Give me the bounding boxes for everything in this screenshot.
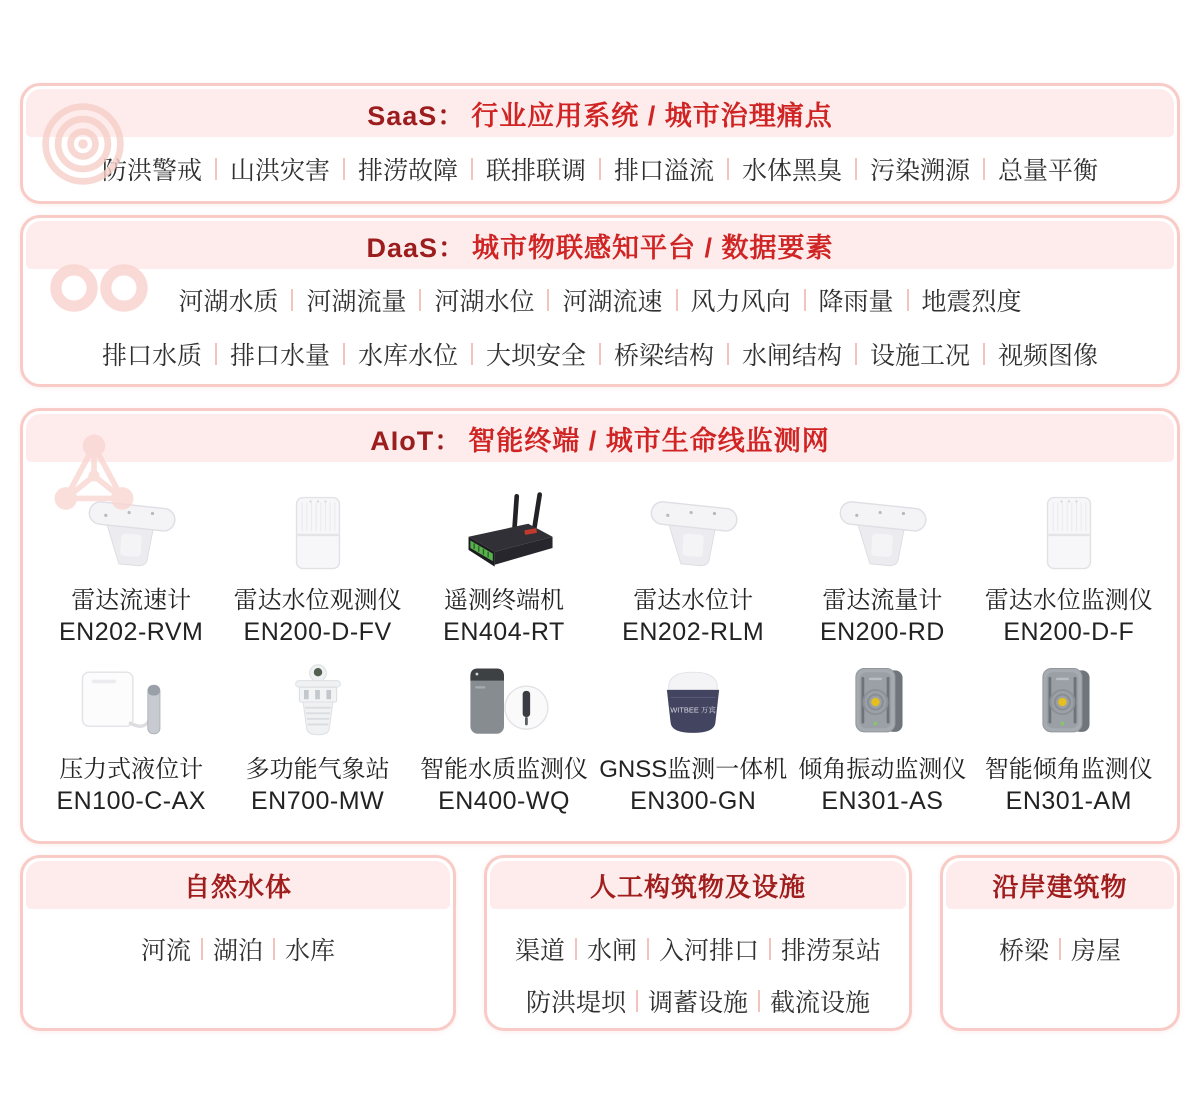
device-name: GNSS监测一体机 [599,756,788,783]
item-label: 地震烈度 [921,287,1022,316]
separator [471,343,473,365]
item-label: 山洪灾害 [229,157,330,185]
daas-title [366,226,833,265]
device-card [40,661,222,816]
telemetry-router-icon [413,492,595,576]
item-label: 水库水位 [357,341,458,370]
device-card [791,661,973,816]
separator [547,289,549,311]
device-name: 智能水质监测仪 [419,756,588,783]
item-label: 河湖流量 [306,287,407,316]
device-name: 雷达水位观测仪 [233,587,402,614]
device-model: EN200-RD [819,618,945,646]
item-label: 水闸结构 [742,341,843,370]
structures-item-row-1 [515,931,881,967]
item-label: 桥梁 [998,937,1049,965]
device-name: 压力式液位计 [59,756,204,783]
saas-panel [20,83,1180,204]
item-label: 水闸 [586,937,637,965]
separator [769,938,771,960]
separator [599,343,601,365]
item-label: 渠道 [514,937,565,965]
daas-item-row-2 [102,336,1098,372]
radar-sensor-icon [791,492,973,576]
white-box-sensor-icon [226,492,408,576]
riverside-buildings-items [946,909,1174,967]
item-label: 防洪堤坝 [525,989,626,1017]
daas-panel [20,215,1180,387]
item-label: 排涝泵站 [781,937,882,965]
separator [983,158,985,180]
item-label: 河湖水位 [434,287,535,316]
structures-header-band [490,861,906,909]
separator [647,938,649,960]
item-label: 河流 [140,937,191,965]
device-card [978,492,1160,647]
device-model: EN400-WQ [438,787,570,815]
separator [575,938,577,960]
aiot-title-main: 智能终端 / 城市生命线监测网 [468,425,830,456]
device-name: 倾角振动监测仪 [798,756,967,783]
device-card [599,492,787,647]
device-model: EN100-C-AX [56,787,206,815]
separator [273,938,275,960]
aiot-title [370,419,830,458]
separator [599,158,601,180]
device-model: EN301-AM [1005,787,1132,815]
natural-water-panel [20,855,456,1031]
separator [343,343,345,365]
device-model: EN200-D-FV [243,618,392,646]
tilt-vibration-sensor-icon [791,661,973,745]
device-name: 雷达水位监测仪 [984,587,1153,614]
item-label: 河湖流速 [562,287,663,316]
device-model: EN700-MW [250,787,385,815]
white-box-sensor-icon [978,492,1160,576]
separator [471,158,473,180]
separator [1059,938,1061,960]
item-label: 排涝故障 [357,157,458,185]
separator [636,990,638,1012]
item-label: 排口水量 [229,341,330,370]
item-label: 防洪警戒 [101,157,202,185]
riverside-buildings-title: 沿岸建筑物 [992,871,1128,902]
separator [215,158,217,180]
item-label: 设施工况 [870,341,971,370]
saas-title-prefix: SaaS： [367,100,466,131]
device-model: EN301-AS [821,787,944,815]
separator [291,289,293,311]
item-label: 视频图像 [998,341,1099,370]
separator [201,938,203,960]
saas-title-main: 行业应用系统 / 城市治理痛点 [471,100,833,131]
device-card [791,492,973,647]
item-label: 房屋 [1071,937,1122,965]
aiot-panel [20,408,1180,844]
item-label: 风力风向 [690,287,791,316]
daas-title-prefix: DaaS： [366,232,467,263]
device-model: EN200-D-F [1003,618,1135,646]
device-card [226,661,408,816]
device-name: 多功能气象站 [245,756,390,783]
item-label: 入河排口 [659,937,760,965]
natural-water-header-band [26,861,450,909]
device-card [226,492,408,647]
natural-water-title: 自然水体 [183,871,292,902]
daas-header-band [26,221,1174,269]
structures-panel [484,855,912,1031]
riverside-buildings-panel [940,855,1180,1031]
saas-item-row [102,151,1098,187]
radar-sensor-icon [599,492,787,576]
tilt-vibration-sensor-icon [978,661,1160,745]
separator [983,343,985,365]
device-model: EN202-RVM [59,618,204,646]
structures-title: 人工构筑物及设施 [589,871,806,902]
item-label: 降雨量 [818,287,894,316]
device-name: 雷达流速计 [71,587,192,614]
item-label: 污染溯源 [870,157,971,185]
daas-items [26,269,1174,384]
device-card [413,661,595,816]
radar-sensor-icon [40,492,222,576]
daas-item-row-1 [178,282,1021,318]
saas-title [367,94,833,133]
separator [419,289,421,311]
item-label: 调蓄设施 [647,989,748,1017]
separator [855,158,857,180]
separator [215,343,217,365]
item-label: 总量平衡 [998,157,1099,185]
pressure-level-gauge-icon [40,661,222,745]
item-label: 联排联调 [485,157,586,185]
device-card [599,661,787,816]
device-card [978,661,1160,816]
separator [676,289,678,311]
item-label: 水库 [285,937,336,965]
daas-title-main: 城市物联感知平台 / 数据要素 [472,232,834,263]
water-quality-monitor-icon [413,661,595,745]
device-grid [40,492,1160,816]
aiot-title-prefix: AIoT： [370,425,463,456]
svg-text:WITBEE 万宾: WITBEE 万宾 [670,705,716,715]
device-card [40,492,222,647]
weather-station-icon [226,661,408,745]
aiot-header-band [26,414,1174,462]
device-name: 智能倾角监测仪 [984,756,1153,783]
device-name: 雷达水位计 [633,587,754,614]
device-name: 遥测终端机 [443,587,564,614]
item-label: 水体黑臭 [742,157,843,185]
item-label: 排口水质 [101,341,202,370]
separator [727,158,729,180]
separator [804,289,806,311]
structures-items [490,909,906,1019]
device-card [413,492,595,647]
item-label: 排口溢流 [614,157,715,185]
separator [855,343,857,365]
structures-item-row-2 [526,983,870,1019]
separator [343,158,345,180]
natural-water-items [26,909,450,967]
item-label: 桥梁结构 [614,341,715,370]
separator [727,343,729,365]
separator [907,289,909,311]
item-label: 河湖水质 [178,287,279,316]
gnss-monitor-icon [599,661,787,745]
saas-header-band [26,89,1174,137]
device-model: EN300-GN [630,787,757,815]
saas-items [26,137,1174,201]
riverside-buildings-item-row [999,931,1121,967]
riverside-buildings-header-band [946,861,1174,909]
item-label: 截流设施 [770,989,871,1017]
item-label: 湖泊 [212,937,263,965]
device-model: EN404-RT [443,618,565,646]
device-name: 雷达流量计 [822,587,943,614]
device-model: EN202-RLM [622,618,765,646]
separator [758,990,760,1012]
natural-water-item-row [141,931,335,967]
item-label: 大坝安全 [485,341,586,370]
